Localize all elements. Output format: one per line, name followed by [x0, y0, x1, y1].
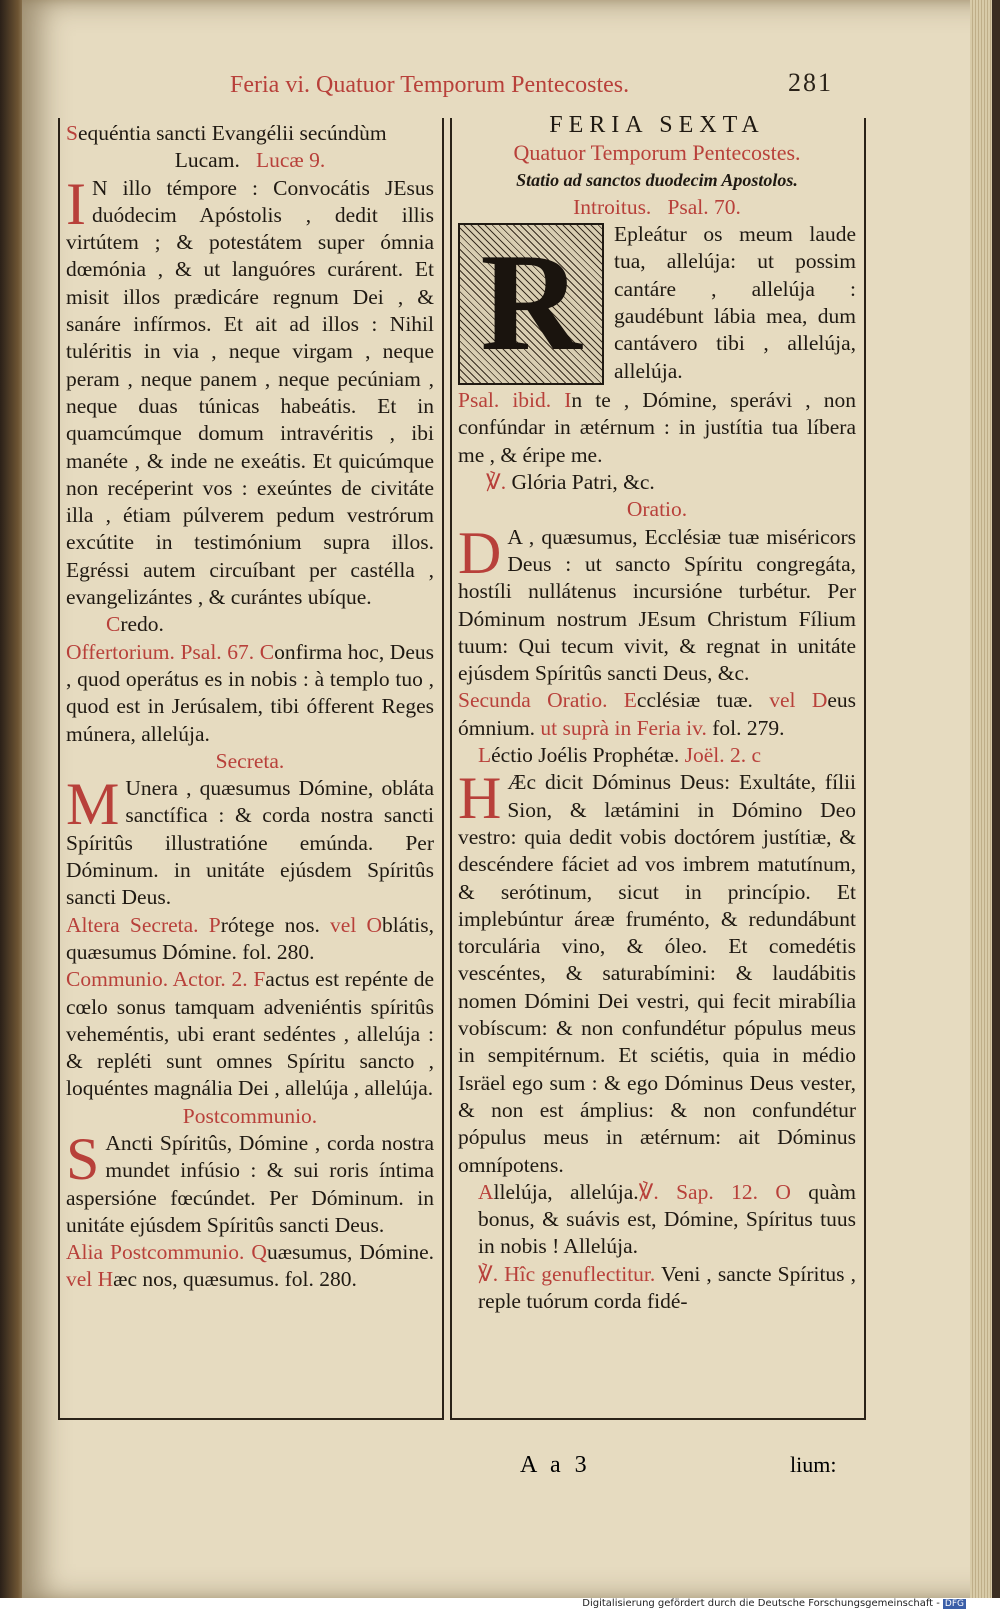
drop-cap-m: M	[66, 771, 120, 838]
alia-vel: vel H	[66, 1267, 114, 1292]
communio-initial: F	[253, 967, 266, 992]
heading-statio: Statio ad sanctos duodecim Apostolos.	[516, 169, 798, 190]
alleluia-initial: A	[478, 1179, 494, 1204]
communio-label: Communio. Actor. 2.	[66, 967, 248, 992]
secreta-text: Unera , quæsumus Dómine, obláta sanctífica : & corda nostra sancti Spíritûs illustratióne emúnda. Per Dóminum. in unitáte ejúsdem Spíritûs sancti Deus.	[66, 776, 434, 910]
digitization-credit	[0, 1598, 1000, 1612]
drop-cap-i: I	[66, 170, 86, 237]
postcommunio-label: Postcommunio.	[182, 1103, 318, 1128]
catchword: lium:	[790, 1452, 837, 1477]
credo-text: redo.	[120, 612, 164, 637]
oratio-label: Oratio.	[626, 497, 688, 522]
ornamental-initial-r: R	[458, 223, 604, 385]
alia-postcommunio-label: Alia Postcommunio.	[66, 1240, 245, 1265]
psal-initial: I	[564, 388, 572, 413]
gospel-ref: Lucæ 9.	[255, 148, 326, 173]
communio-text: actus est repénte de cœlo sonus tamquam adveniéntis spíritûs veheméntis, ubi erant sedéntes , allelúja : & repléti sunt omnes Spíritu sancto , loquéntes magnália Dei , allelúja , allelúja.	[66, 967, 435, 1101]
drop-cap-d: D	[458, 519, 502, 586]
altera-initial: P	[208, 912, 221, 937]
altera-text: rótege nos.	[220, 912, 320, 937]
gospel-lucam: Lucam.	[174, 148, 240, 173]
secunda-vel: vel D	[769, 688, 828, 713]
altera-secreta-label: Altera Secreta.	[66, 912, 199, 937]
lectio-body: Æc dicit Dóminus Deus: Exultáte, fílii Sion, & lætámini in Dómino Deo vestro: quia dedit vobis doctórem justítiæ, & descéndere fáciet ad vos imbrem matutínum, & serótinum, sicut in princípio. Et implebúntur áreæ fruménto, & redundábunt torculária vino, & óleo. Et comedétis vescéntes, & saturabímini: & laudábitis nomen Dómini Dei vestri, qui fecit mirabília vobíscum: & non confundétur pópulus meus in sempitérnum. Et sciétis, quia in médio Isräel ego sum : & ego Dóminus Deus vester, & non est ámplius: & non confundétur pópulus meus in ætérnum: ait Dóminus omnípotens.	[458, 770, 856, 1177]
secunda-oratio-label: Secunda Oratio.	[458, 688, 608, 713]
oratio-text: A , quæsumus, Ecclésiæ tuæ miséricors Deus : ut sancto Spíritu congregáta, hostíli nullátenus incursióne turbétur. Per Dóminum nostrum JEsum Christum Fílium tuum: Qui tecum vivit, & regnat in unitáte ejúsdem Spíritûs sancti Deus, &c.	[458, 524, 856, 686]
alia-text-2: æc nos, quæsumus. fol. 280.	[113, 1267, 357, 1292]
ut-supra: ut suprà in Feria iv.	[540, 715, 707, 740]
secreta-label: Secreta.	[215, 748, 285, 773]
dfg-logo: DFG	[944, 1599, 964, 1609]
folio-number: 281	[788, 68, 833, 97]
alia-initial: Q	[251, 1240, 267, 1265]
secunda-initial: E	[623, 688, 637, 713]
offertory-text: onfirma hoc, Deus , quod operátus es in nobis : à templo tuo , quod est in Jerúsalem, tibi ófferent Reges múnera, allelúja.	[66, 639, 434, 746]
running-title: Feria vi. Quatuor Temporum Pentecostes.	[230, 72, 630, 98]
fol-279: fol. 279.	[712, 715, 785, 740]
drop-cap-s: S	[66, 1125, 100, 1192]
heading-quatuor: Quatuor Temporum Pentecostes.	[513, 140, 801, 166]
postcommunio-text: Ancti Spíritûs, Dómine , corda nostra mundet infúsio : & sui roris íntima aspersióne fœcúndet. Per Dóminum. in unitáte ejúsdem Spíritûs sancti Deus.	[66, 1130, 434, 1237]
veni-text: Veni , sancte Spíritus , reple tuórum corda fidé-	[478, 1261, 856, 1313]
page-edges	[970, 0, 992, 1612]
lectio-title: éctio Joélis Prophétæ.	[491, 743, 680, 768]
introit-text: Epleátur os meum laude tua, allelúja: ut possim cantáre , allelúja : gaudébunt lábia mea, dum cantávero tibi , allelúja, allelúja.	[614, 222, 856, 383]
initial-s: S	[66, 121, 78, 145]
introit-label: Introitus.	[573, 194, 652, 219]
introit-ref: Psal. 70.	[667, 194, 741, 219]
alleluia-text: llelúja, allelúja.	[493, 1179, 639, 1204]
genuflect-label: ℣. Hîc genuflectitur.	[478, 1261, 656, 1286]
gospel-text: N illo témpore : Convocátis JEsus duódecim Apóstolis , dedit illis virtútem ; & potestátem super ómnia dœmónia , & ut languóres curárent. Et misit illos prædicáre regnum Dei , & sanáre infírmos. Et ait ad illos : Nihil tuléritis in via , neque virgam , neque peram , neque panem , neque pecúniam , neque duas túnicas habeátis. Et in quamcúmque domum intravéritis , ibi manéte , & inde ne exeátis. Et quicúmque non recéperint vos : exeúntes de civitáte illa , étiam púlverem pedum vestrórum excútite in testimónium supra illos. Egréssi autem circuíbant per castélla , evangelizántes , & curántes ubíque.	[66, 175, 434, 610]
offertory-label: Offertorium. Psal. 67.	[66, 639, 255, 664]
signature-mark: A a 3	[520, 1452, 591, 1478]
alleluia-body: quàm bonus, & suávis est, Dómine, Spíritus tuus in nobis ! Allelúja.	[478, 1179, 857, 1259]
versicle-sign: ℣.	[486, 470, 507, 495]
lectio-ref: Joël. 2. c	[684, 743, 762, 768]
lectio-initial: L	[478, 743, 492, 768]
credit-text: Digitalisierung gefördert durch die Deutsche Forschungsgemeinschaft -	[582, 1598, 940, 1609]
drop-cap-h: H	[458, 765, 502, 832]
offertory-initial: C	[259, 639, 275, 664]
heading-feria-sexta: FERIA SEXTA	[549, 112, 765, 138]
altera-text-2: blátis, quæsumus Dómine. fol. 280.	[66, 912, 434, 964]
gospel-title: equéntia sancti Evangélii secúndùm	[77, 121, 387, 145]
psal-text: n te , Dómine, sperávi , non confúndar in ætérnum : in justítia tua líbera me , & éripe me.	[458, 388, 857, 467]
deus-omnium: eus ómnium.	[458, 688, 857, 740]
secunda-text: cclésiæ tuæ.	[636, 688, 753, 713]
gloria-patri: Glória Patri, &c.	[511, 470, 655, 495]
credo-initial: C	[106, 612, 121, 637]
psal-ibid-label: Psal. ibid.	[458, 388, 552, 413]
altera-vel: vel O	[330, 912, 383, 937]
alia-text: uæsumus, Dómine.	[266, 1240, 434, 1265]
alleluia-ref: ℣. Sap. 12. O	[638, 1179, 791, 1204]
right-column	[458, 112, 856, 1315]
left-column	[66, 120, 434, 1294]
